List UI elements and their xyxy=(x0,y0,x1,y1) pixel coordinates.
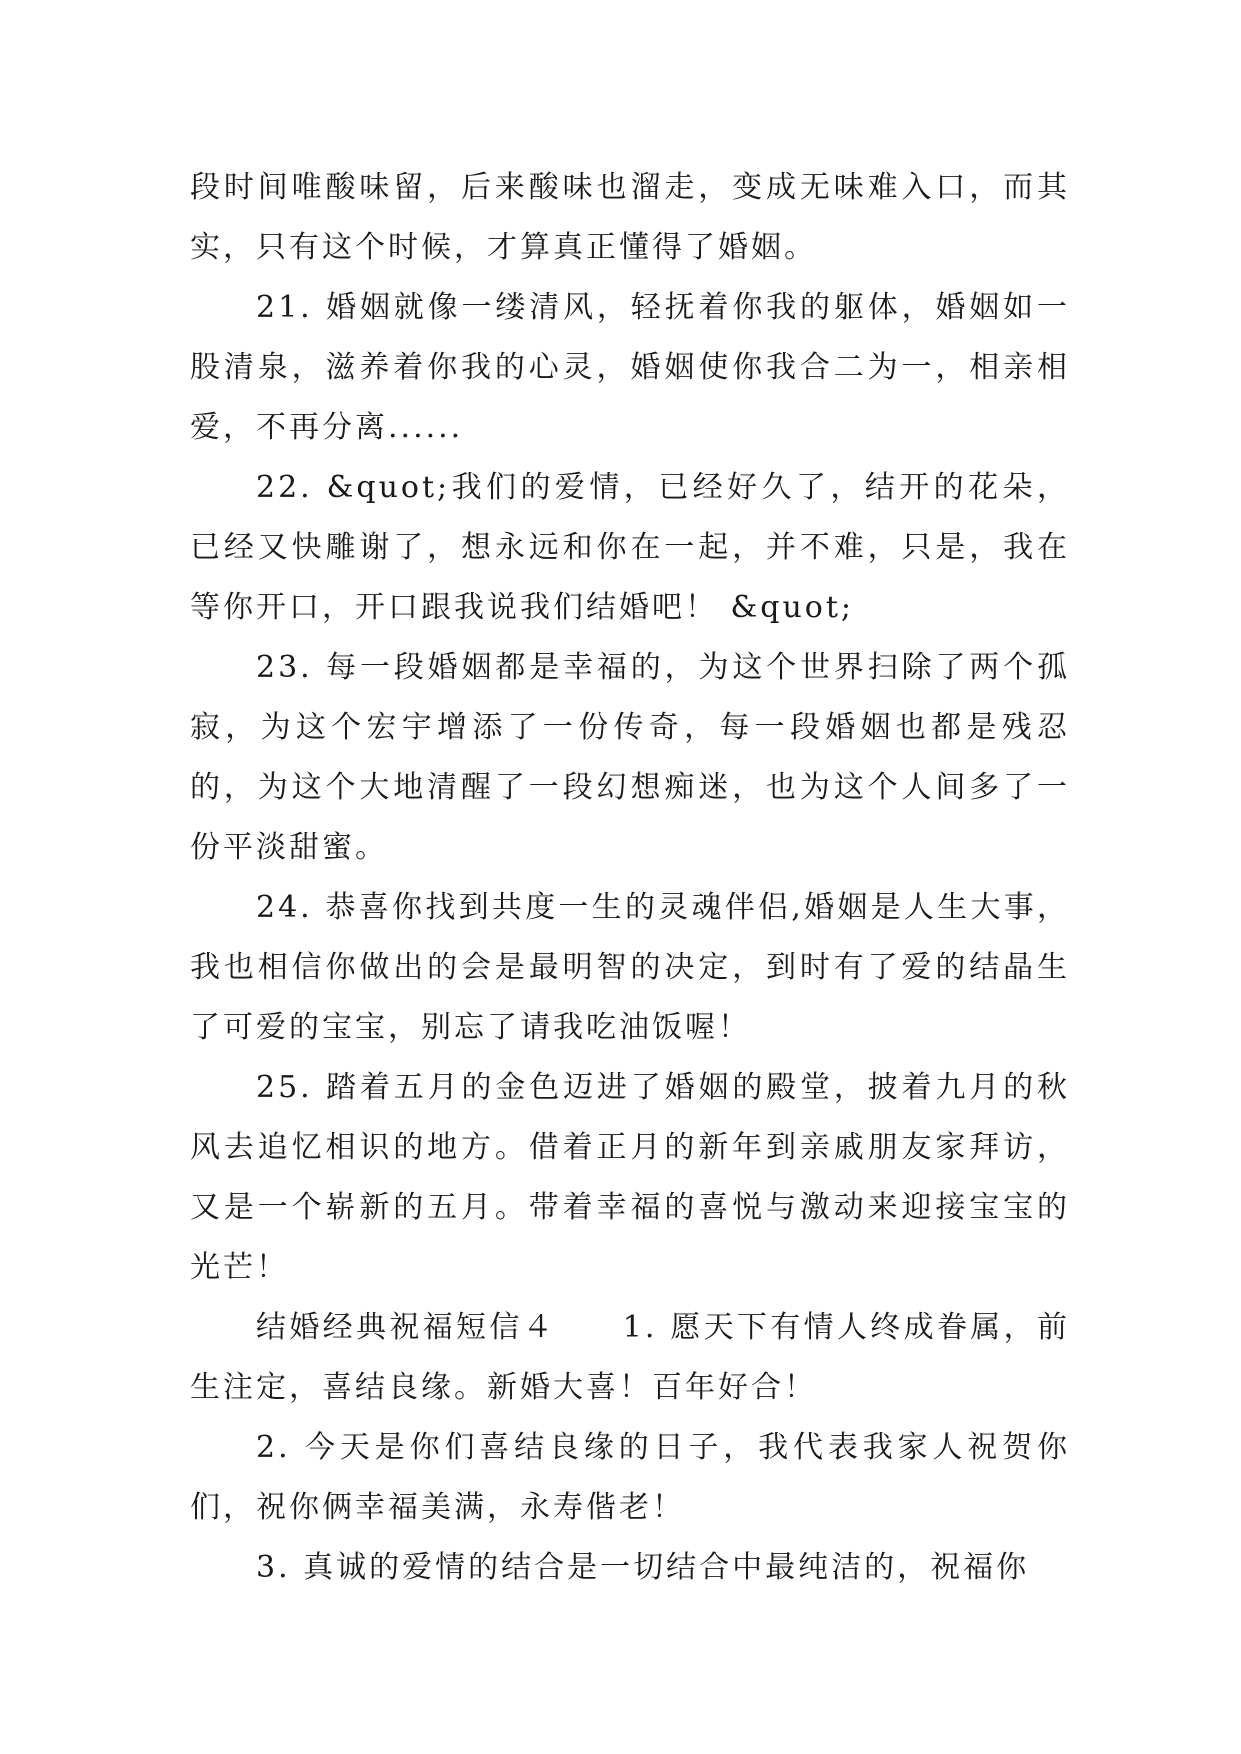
paragraph-item-21: 21. 婚姻就像一缕清风，轻抚着你我的躯体，婚姻如一股清泉，滋养着你我的心灵，婚姻使你我合二为一，相亲相爱，不再分离...... xyxy=(190,290,1070,445)
paragraph-section-4-item-1: 结婚经典祝福短信４ 1. 愿天下有情人终成眷属，前生注定，喜结良缘。新婚大喜！百年好合！ xyxy=(190,1310,1070,1405)
paragraph-item-25: 25. 踏着五月的金色迈进了婚姻的殿堂，披着九月的秋风去追忆相识的地方。借着正月的新年到亲戚朋友家拜访，又是一个崭新的五月。带着幸福的喜悦与激动来迎接宝宝的光芒！ xyxy=(190,1070,1070,1285)
document-body xyxy=(190,158,1070,1598)
paragraph-continuation: 段时间唯酸味留，后来酸味也溜走，变成无味难入口，而其实，只有这个时候，才算真正懂得了婚姻。 xyxy=(190,170,1070,265)
paragraph-item-22: 22. &quot;我们的爱情，已经好久了，结开的花朵，已经又快雕谢了，想永远和你在一起，并不难，只是，我在等你开口，开口跟我说我们结婚吧！ &quot; xyxy=(190,470,1070,625)
paragraph-section-4-item-3: 3. 真诚的爱情的结合是一切结合中最纯洁的，祝福你 xyxy=(256,1550,1030,1585)
paragraph-item-24: 24. 恭喜你找到共度一生的灵魂伴侣,婚姻是人生大事，我也相信你做出的会是最明智的决定，到时有了爱的结晶生了可爱的宝宝，别忘了请我吃油饭喔！ xyxy=(190,890,1070,1045)
paragraph-item-23: 23. 每一段婚姻都是幸福的，为这个世界扫除了两个孤寂，为这个宏宇增添了一份传奇，每一段婚姻也都是残忍的，为这个大地清醒了一段幻想痴迷，也为这个人间多了一份平淡甜蜜。 xyxy=(190,650,1070,865)
paragraph-section-4-item-2: 2. 今天是你们喜结良缘的日子，我代表我家人祝贺你们，祝你俩幸福美满，永寿偕老！ xyxy=(190,1430,1070,1525)
